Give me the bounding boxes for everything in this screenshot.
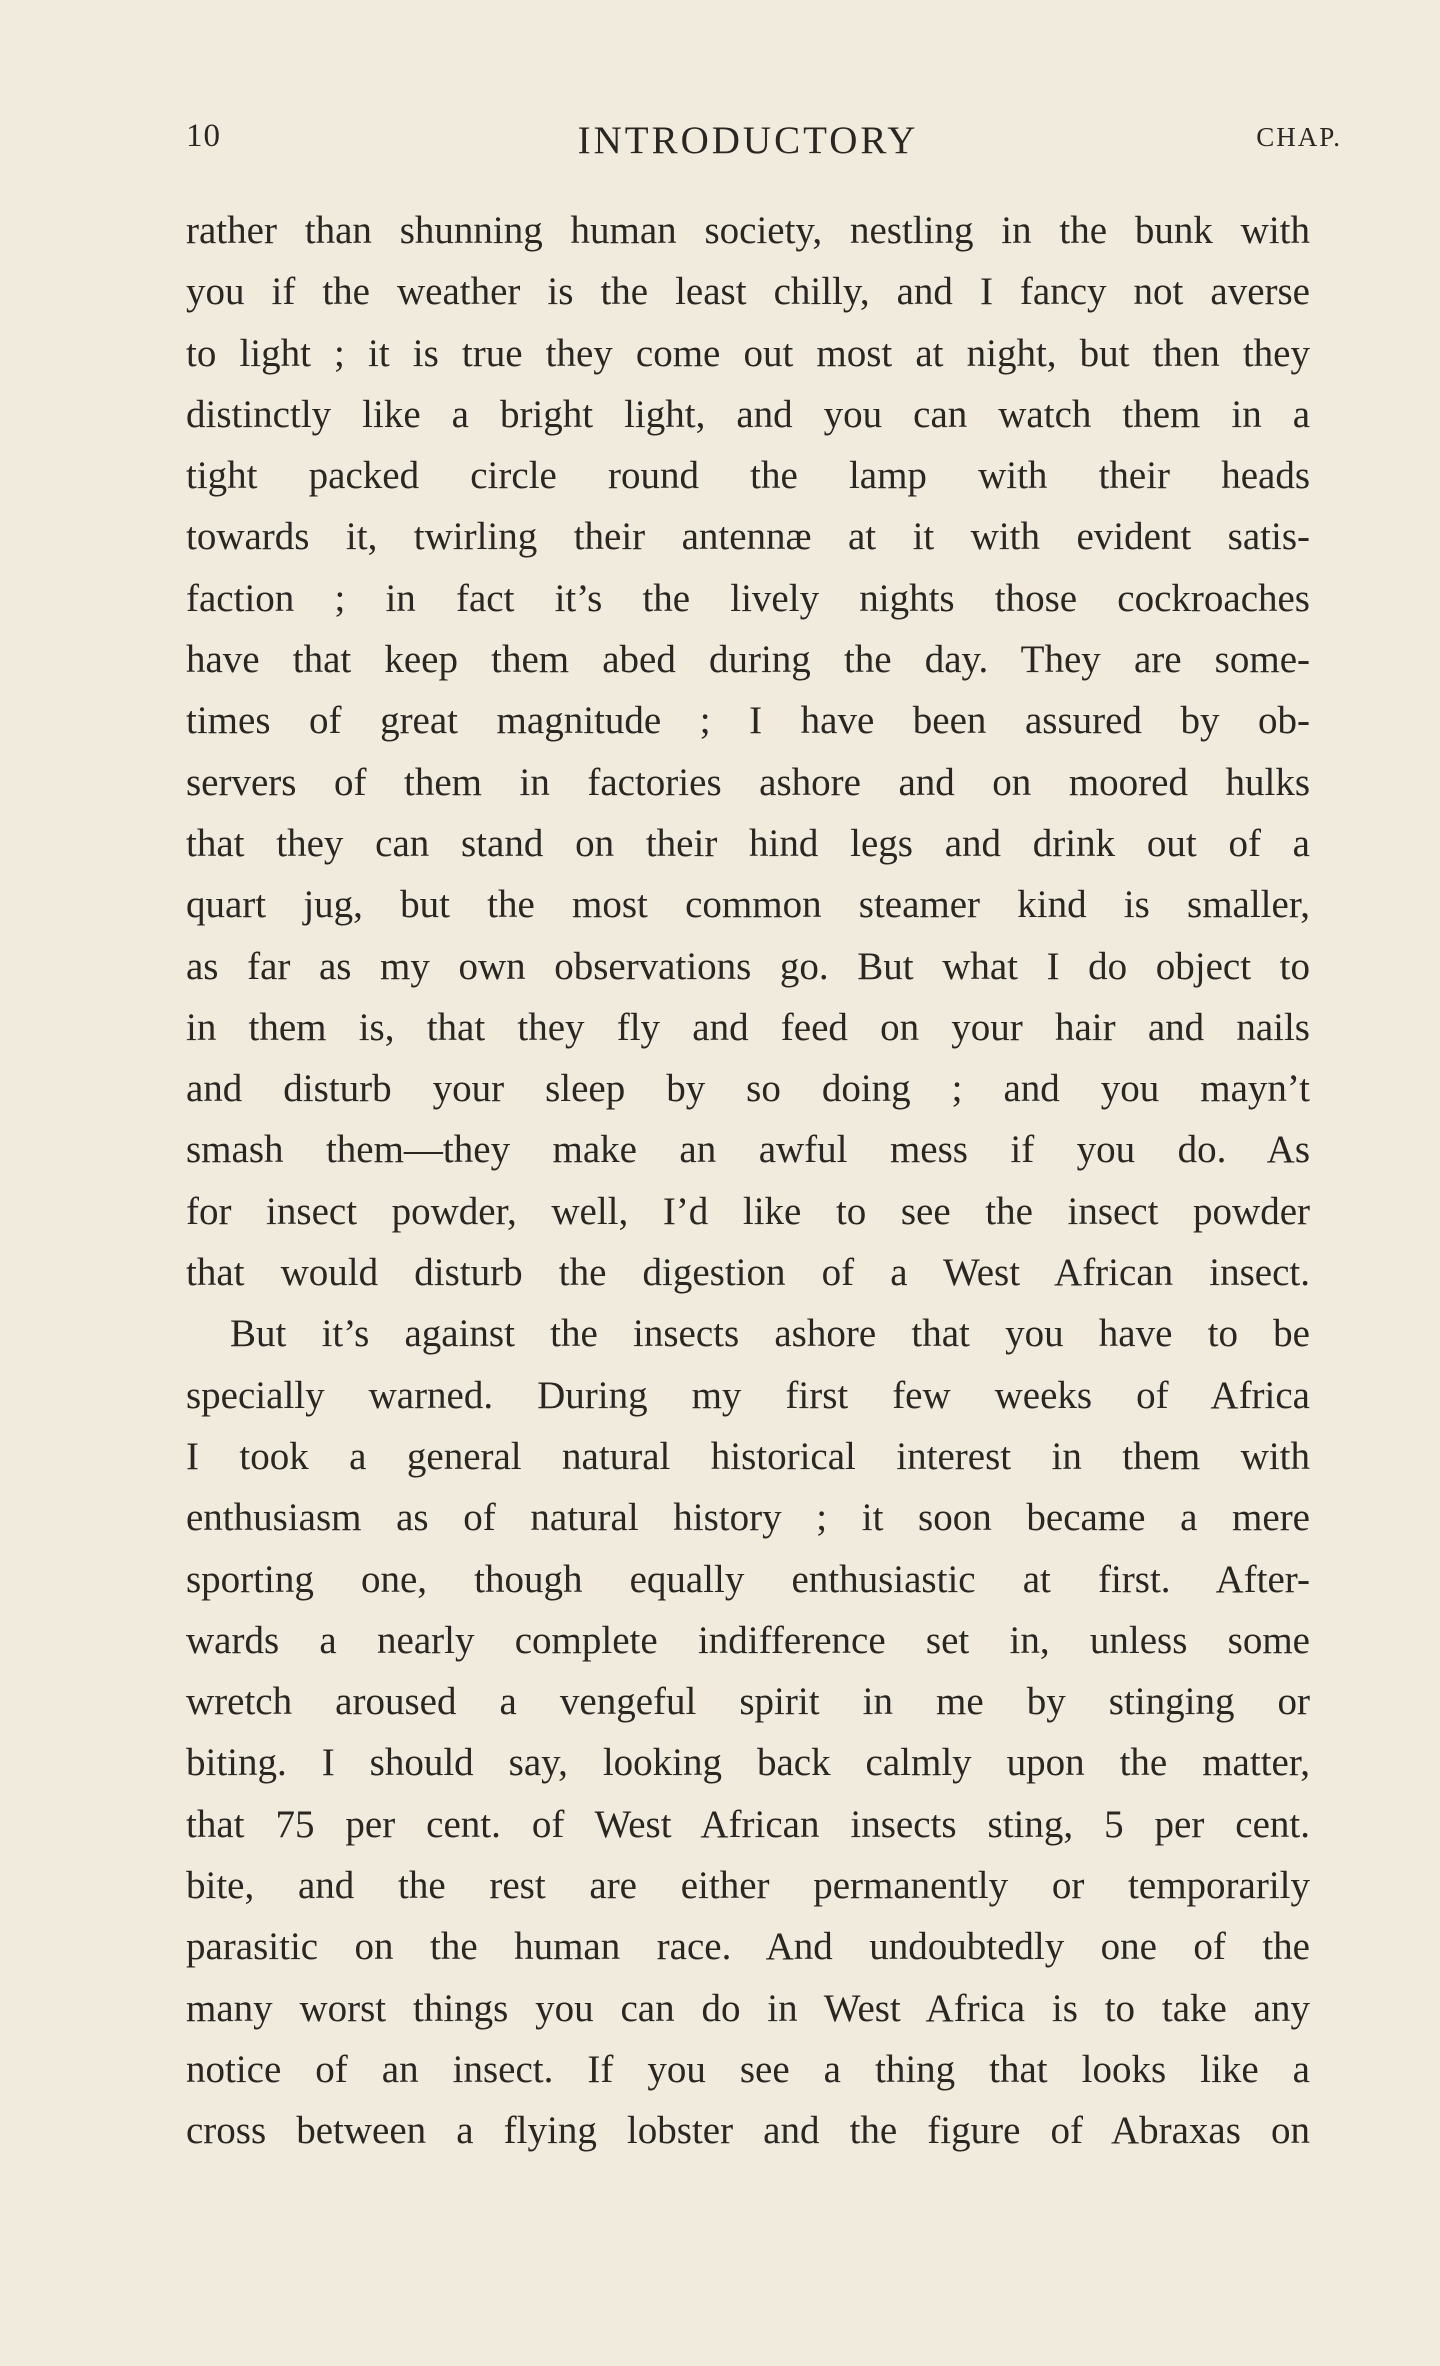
text-line: specially warned. During my first few weeks of Africa: [186, 1373, 1310, 1417]
text-line: I took a general natural historical interest in them with: [186, 1434, 1310, 1478]
text-line: rather than shunning human society, nestling in the bunk with: [186, 209, 1310, 252]
running-head: [186, 112, 1342, 172]
text-line: wretch aroused a vengeful spirit in me by stinging or: [186, 1680, 1310, 1724]
text-line: that would disturb the digestion of a West African insect.: [186, 1251, 1310, 1295]
text-line: distinctly like a bright light, and you can watch them in a: [186, 392, 1310, 436]
text-line: and disturb your sleep by so doing ; and you mayn’t: [186, 1067, 1310, 1111]
text-line: in them is, that they fly and feed on your hair and nails: [186, 1005, 1310, 1049]
text-line: bite, and the rest are either permanently or temporarily: [186, 1864, 1310, 1908]
text-line: smash them—they make an awful mess if you do. As: [186, 1128, 1310, 1172]
text-line: many worst things you can do in West Africa is to take any: [186, 1986, 1310, 2030]
text-line: quart jug, but the most common steamer kind is smaller,: [186, 883, 1310, 927]
text-line: you if the weather is the least chilly, and I fancy not averse: [186, 270, 1310, 314]
text-line: towards it, twirling their antennæ at it with evident satis-: [186, 515, 1310, 559]
text-line: parasitic on the human race. And undoubtedly one of the: [186, 1925, 1310, 1969]
text-line: enthusiasm as of natural history ; it soon became a mere: [186, 1496, 1310, 1540]
text-line: for insect powder, well, I’d like to see the insect powder: [186, 1189, 1310, 1233]
running-title: INTRODUCTORY: [577, 119, 919, 162]
text-line: to light ; it is true they come out most at night, but then they: [186, 331, 1310, 375]
text-line: wards a nearly complete indifference set in, unless some: [186, 1618, 1310, 1662]
text-line: But it’s against the insects ashore that you have to be: [230, 1312, 1310, 1356]
text-line: as far as my own observations go. But what I do object to: [186, 944, 1310, 988]
text-line: cross between a flying lobster and the figure of Abraxas on: [186, 2109, 1310, 2153]
text-line: sporting one, though equally enthusiastic at first. After-: [186, 1557, 1310, 1601]
page-number: 10: [186, 118, 221, 154]
text-line: times of great magnitude ; I have been assured by ob-: [186, 699, 1310, 743]
body-text: [186, 200, 1310, 2162]
text-line: have that keep them abed during the day. They are some-: [186, 638, 1310, 682]
text-line: that they can stand on their hind legs and drink out of a: [186, 821, 1310, 865]
text-line: that 75 per cent. of West African insects sting, 5 per cent.: [186, 1802, 1310, 1846]
text-line: tight packed circle round the lamp with their heads: [186, 454, 1310, 498]
text-line: biting. I should say, looking back calmly upon the matter,: [186, 1741, 1310, 1785]
text-line: servers of them in factories ashore and on moored hulks: [186, 760, 1310, 804]
text-line: faction ; in fact it’s the lively nights those cockroaches: [186, 576, 1310, 620]
chapter-label: CHAP.: [1256, 122, 1342, 152]
text-line: notice of an insect. If you see a thing that looks like a: [186, 2047, 1310, 2091]
